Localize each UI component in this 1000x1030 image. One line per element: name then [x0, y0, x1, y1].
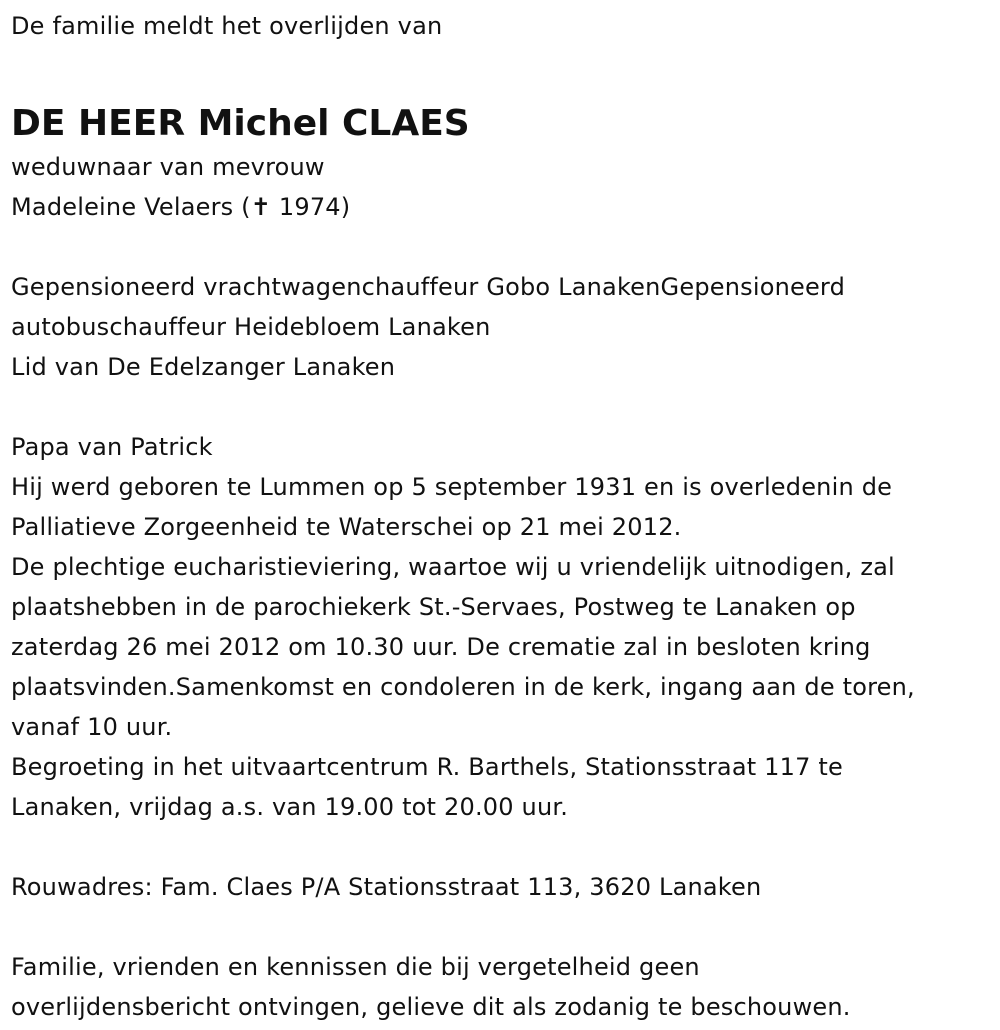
widower-line-1: weduwnaar van mevrouw	[11, 153, 325, 181]
family-line: Papa van Patrick	[11, 433, 213, 461]
deceased-name: DE HEER Michel CLAES	[11, 103, 470, 144]
ceremony-line-5: vanaf 10 uur.	[11, 713, 173, 741]
greeting-line-1: Begroeting in het uitvaartcentrum R. Barthels, Stationsstraat 117 te	[11, 753, 843, 781]
career-line-1: Gepensioneerd vrachtwagenchauffeur Gobo LanakenGepensioneerd	[11, 273, 846, 301]
spacer	[11, 827, 991, 867]
closing-line-2: overlijdensbericht ontvingen, gelieve dit als zodanig te beschouwen.	[11, 993, 851, 1021]
mourning-address: Rouwadres: Fam. Claes P/A Stationsstraat 113, 3620 Lanaken	[11, 873, 762, 901]
bio-line-1: Hij werd geboren te Lummen op 5 september 1931 en is overledenin de	[11, 473, 893, 501]
closing-line-1: Familie, vrienden en kennissen die bij vergetelheid geen	[11, 953, 700, 981]
greeting-line-2: Lanaken, vrijdag a.s. van 19.00 tot 20.00 uur.	[11, 793, 569, 821]
ceremony-line-2: plaatshebben in de parochiekerk St.-Servaes, Postweg te Lanaken op	[11, 593, 856, 621]
widower-line-2: Madeleine Velaers (✝ 1974)	[11, 193, 351, 221]
intro-text: De familie meldt het overlijden van	[11, 12, 443, 40]
spacer	[11, 387, 991, 427]
spacer	[11, 907, 991, 947]
ceremony-line-3: zaterdag 26 mei 2012 om 10.30 uur. De crematie zal in besloten kring	[11, 633, 871, 661]
bio-line-2: Palliatieve Zorgeenheid te Waterschei op 21 mei 2012.	[11, 513, 682, 541]
ceremony-line-1: De plechtige eucharistieviering, waartoe wij u vriendelijk uitnodigen, zal	[11, 553, 895, 581]
career-line-2: autobuschauffeur Heidebloem Lanaken	[11, 313, 491, 341]
career-line-3: Lid van De Edelzanger Lanaken	[11, 353, 396, 381]
ceremony-line-4: plaatsvinden.Samenkomst en condoleren in de kerk, ingang aan de toren,	[11, 673, 915, 701]
spacer	[11, 227, 991, 267]
death-notice	[11, 6, 991, 1027]
